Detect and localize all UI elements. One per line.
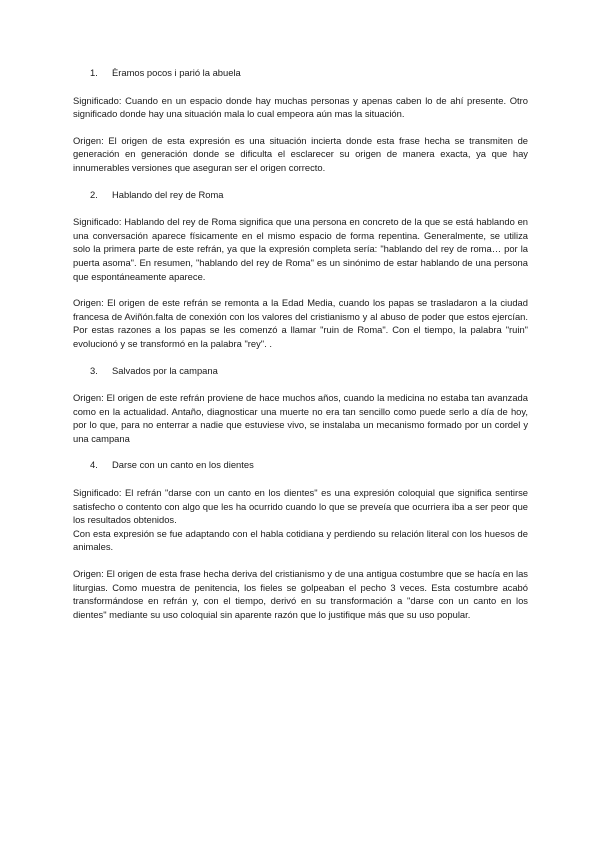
section-title: Èramos pocos i parió la abuela [112, 67, 241, 78]
section-heading [73, 458, 528, 472]
section-heading [73, 188, 528, 202]
meaning-paragraph: Significado: El refrán "darse con un canto en los dientes" es una expresión coloquial que significa sentirse satisfecho o contento con algo que les ha ocurrido cuando lo que se preveía que ocurriera iba a ser peor que los resultados obtenidos. Con esta expresión se fue adaptando con el habla cotidiana y perdiendo su relación literal con los huesos de animales. [73, 487, 528, 553]
section-2 [73, 188, 528, 351]
section-title: Darse con un canto en los dientes [112, 459, 254, 471]
origin-paragraph: Origen: El origen de este refrán se remonta a la Edad Media, cuando los papas se trasladaron a la ciudad francesa de Aviñón.falta de conexión con los valores del cristianismo y al abuso de poder que estos ejercían. Por estas razones a los papas se les comenzó a llamar "ruin de Roma". Con el tiempo, la palabra "ruin" evolucionó y se transformó en la palabra "rey". . [73, 297, 528, 349]
section-title: Salvados por la campana [112, 364, 218, 376]
section-title: Hablando del rey de Roma [112, 188, 224, 200]
section-heading [73, 364, 528, 378]
list-number: 2. [90, 188, 98, 200]
section-4 [73, 458, 528, 621]
document-page [73, 66, 528, 633]
list-number: 1. [90, 67, 98, 78]
list-number: 3. [90, 364, 98, 376]
list-number: 4. [90, 459, 98, 471]
section-3 [73, 364, 528, 446]
origin-paragraph: Origen: El origen de esta expresión es una situación incierta donde esta frase hecha se transmiten de generación en generación donde se dificulta el esclarecer su origen de manera exacta, ya que hay innumerables versiones que aseguran ser el origen correcto. [73, 134, 528, 173]
meaning-paragraph: Significado: Cuando en un espacio donde hay muchas personas y apenas caben lo de ahí presente. Otro significado donde hay una situación mala lo cual empeora aún mas la situación. [73, 94, 528, 120]
meaning-paragraph: Significado: Hablando del rey de Roma significa que una persona en concreto de la que se está hablando en una conversación aparece físicamente en el mismo espacio de forma repentina. Generalmente, se utiliza solo la primera parte de este refrán, ya que la expresión completa sería: "hablando del rey de roma… por la puerta asoma". En resumen, "hablando del rey de Roma" es un sinónimo de estar hablando de una persona que espontáneamente aparece. [73, 216, 528, 282]
origin-paragraph: Origen: El origen de este refrán proviene de hace muchos años, cuando la medicina no estaba tan avanzada como en la actualidad. Antaño, diagnosticar una muerte no era tan sencillo como puede serlo a día de hoy, por lo que, para no enterrar a nadie que estuviese vivo, se instalaba un mecanismo formado por un cordel y una campana [73, 392, 528, 444]
section-heading [73, 66, 528, 80]
section-1 [73, 66, 528, 175]
origin-paragraph: Origen: El origen de esta frase hecha deriva del cristianismo y de una antigua costumbre que se hacía en las liturgias. Como muestra de penitencia, los fieles se golpeaban el pecho 3 veces. Esta costumbre acabó transformándose en refrán y, con el tiempo, derivó en su transformación a "darse con un canto en los dientes" mediante su uso coloquial sin aparente razón que lo justifique más que su uso popular. [73, 568, 528, 620]
